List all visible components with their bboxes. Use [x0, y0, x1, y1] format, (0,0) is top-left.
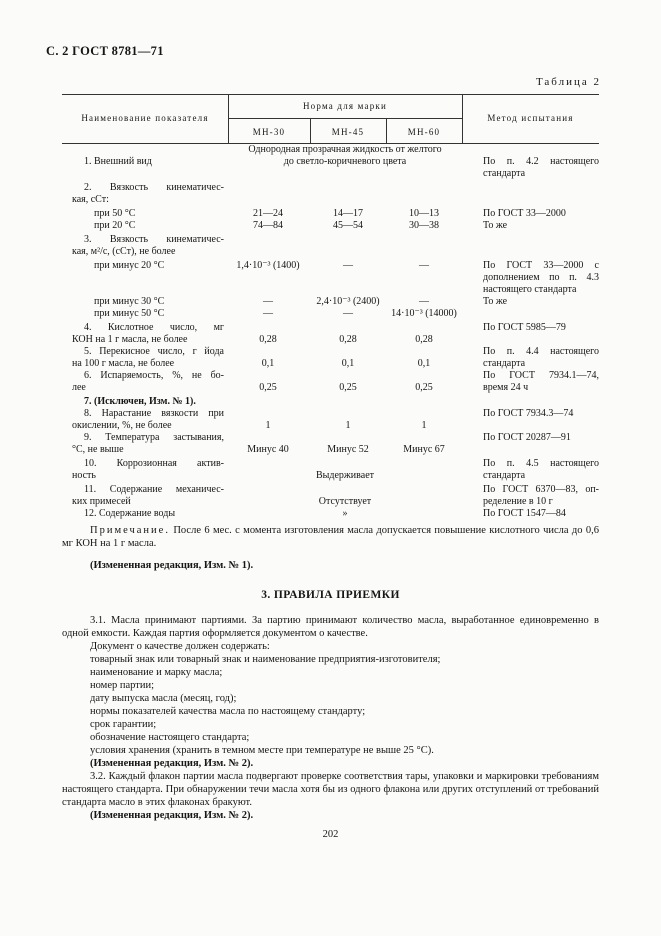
method-line: ределение в 10 г — [483, 496, 553, 507]
method-line: По п. 4.2 настоящего — [483, 156, 599, 167]
method-line: По ГОСТ 33—2000 с — [483, 260, 599, 271]
cell-merged — [228, 144, 462, 168]
cell-value: — — [419, 296, 429, 307]
method-line: настоящего стандарта — [483, 284, 577, 295]
cell-value: 74—84 — [253, 220, 283, 231]
method-line: По ГОСТ 33—2000 — [483, 208, 566, 219]
cell-value: 1 — [265, 420, 271, 431]
method-line: дополнением по п. 4.3 — [483, 272, 599, 283]
cell-indicator — [72, 296, 224, 308]
cell-indicator — [72, 260, 224, 272]
indicator-line: ких примесей — [72, 496, 131, 507]
cell-value: 0,1 — [341, 358, 355, 369]
list-item: обозначение настоящего стандарта; — [90, 732, 250, 743]
method-line: По п. 4.4 настоящего — [483, 346, 599, 357]
cell-indicator — [72, 220, 224, 232]
amendment-note-1: (Измененная редакция, Изм. № 1). — [90, 560, 254, 571]
cell-value: 10—13 — [409, 208, 439, 219]
cell-method — [483, 296, 599, 308]
cell-merged — [228, 470, 462, 482]
header-name: Наименование показателя — [81, 113, 209, 123]
cell-method — [483, 458, 599, 482]
cell-value: 21—24 — [253, 208, 283, 219]
paragraph-3-2: 3.2. Каждый флакон партии масла подвергают проверке соответствия тары, упаковки и маркировки требованиям настоящего стандарта. При обнаружении течи масла хотя бы из одного флакона или других отступлений от требований стандарта масло в этих флаконах бракуют. — [62, 771, 599, 808]
cell-method — [483, 484, 599, 508]
cell-value: 0,28 — [259, 334, 277, 345]
section-body — [62, 614, 599, 822]
cell-indicator — [72, 370, 224, 394]
cell-merged — [228, 496, 462, 508]
page-number: 202 — [322, 829, 339, 840]
cell-value: 0,28 — [415, 334, 433, 345]
paragraph-3-1: 3.1. Масла принимают партиями. За партию принимают количество масла, выработанное единовременно в одной емкости. Каждая партия оформляется документом о качестве. — [62, 615, 599, 639]
cell-method — [483, 508, 599, 520]
cell-indicator — [72, 432, 224, 456]
cell-value: 1,4·10⁻³ (1400) — [236, 260, 300, 271]
indicator-line: при минус 30 °С — [94, 296, 165, 307]
method-line: По ГОСТ 7934.1—74, — [483, 370, 599, 381]
cell-indicator — [72, 408, 224, 432]
indicator-line: КОН на 1 г масла, не более — [72, 334, 188, 345]
method-line: По ГОСТ 20287—91 — [483, 432, 571, 443]
indicator-line: 6. Испаряемость, %, не бо- — [84, 370, 224, 381]
indicator-line: 4. Кислотное число, мг — [84, 322, 224, 333]
cell-value: 0,1 — [261, 358, 275, 369]
indicator-line: на 100 г масла, не более — [72, 358, 175, 369]
method-line: По ГОСТ 7934.3—74 — [483, 408, 574, 419]
cell-indicator — [72, 182, 224, 206]
cell-indicator — [72, 346, 224, 370]
header-grade: МН-45 — [331, 127, 365, 137]
indicator-line: кая, м²/с, (сСт), не более — [72, 246, 176, 257]
cell-method — [483, 208, 599, 220]
cell-value: — — [263, 296, 273, 307]
cell-method — [483, 346, 599, 370]
cell-value: Минус 52 — [327, 444, 369, 455]
note-text: После 6 мес. с момента изготовления масла допускается повышение кислотного числа до 0,6 мг КОН на 1 г масла. — [62, 525, 599, 549]
merged-line: Выдерживает — [315, 470, 374, 481]
header-grade: МН-60 — [407, 127, 441, 137]
cell-indicator — [72, 484, 224, 508]
method-line: То же — [483, 296, 508, 307]
cell-value: 14—17 — [333, 208, 363, 219]
cell-indicator — [72, 208, 224, 220]
cell-value: 30—38 — [409, 220, 439, 231]
indicator-line: 9. Температура застывания, — [84, 432, 224, 443]
cell-method — [483, 322, 599, 334]
cell-indicator — [72, 396, 224, 408]
method-line: стандарта — [483, 470, 526, 481]
cell-value: 45—54 — [333, 220, 363, 231]
cell-value: 0,1 — [417, 358, 431, 369]
method-line: время 24 ч — [483, 382, 529, 393]
cell-value: 1 — [421, 420, 427, 431]
indicator-line: 3. Вязкость кинематичес- — [84, 234, 224, 245]
indicator-line: при 20 °С — [94, 220, 136, 231]
method-line: По ГОСТ 1547—84 — [483, 508, 566, 519]
cell-value: 0,25 — [259, 382, 277, 393]
cell-indicator — [72, 156, 224, 168]
indicator-line: 11. Содержание механичес- — [84, 484, 224, 495]
indicator-line: кая, сСт: — [72, 194, 109, 205]
cell-method — [483, 408, 599, 420]
indicator-line: при минус 20 °С — [94, 260, 165, 271]
amendment-note-2a: (Измененная редакция, Изм. № 2). — [90, 758, 254, 769]
cell-indicator — [72, 308, 224, 320]
cell-merged — [228, 508, 462, 520]
method-line: стандарта — [483, 168, 526, 179]
cell-value: Минус 40 — [247, 444, 289, 455]
cell-value: Минус 67 — [403, 444, 445, 455]
header-norm: Норма для марки — [302, 101, 388, 111]
merged-line: » — [342, 508, 348, 519]
merged-line: Отсутствует — [318, 496, 372, 507]
list-item: срок гарантии; — [90, 719, 157, 730]
indicator-line: 8. Нарастание вязкости при — [84, 408, 224, 419]
method-line: По п. 4.5 настоящего — [483, 458, 599, 469]
list-item: номер партии; — [90, 680, 154, 691]
cell-value: 2,4·10⁻³ (2400) — [316, 296, 380, 307]
indicator-line: 1. Внешний вид — [84, 156, 152, 167]
cell-method — [483, 220, 599, 232]
cell-method — [483, 370, 599, 394]
indicator-line: ность — [72, 470, 96, 481]
indicator-line: 5. Перекисное число, г йода — [84, 346, 224, 357]
list-item: наименование и марку масла; — [90, 667, 223, 678]
cell-value: 0,25 — [415, 382, 433, 393]
indicator-line: при 50 °С — [94, 208, 136, 219]
list-item: дату выпуска масла (месяц, год); — [90, 693, 237, 704]
method-line: По ГОСТ 5985—79 — [483, 322, 566, 333]
indicator-line: 2. Вязкость кинематичес- — [84, 182, 224, 193]
cell-method — [483, 156, 599, 180]
cell-value: 1 — [345, 420, 351, 431]
document-contents-list — [62, 653, 599, 757]
method-line: стандарта — [483, 358, 526, 369]
cell-method — [483, 432, 599, 444]
method-line: По ГОСТ 6370—83, оп- — [483, 484, 599, 495]
cell-value: — — [419, 260, 429, 271]
table-note — [62, 524, 599, 550]
cell-indicator — [72, 508, 224, 520]
cell-indicator — [72, 458, 224, 482]
indicator-line: окислении, %, не более — [72, 420, 172, 431]
indicator-line: 7. (Исключен, Изм. № 1). — [84, 396, 196, 407]
indicator-line: 10. Коррозионная актив- — [84, 458, 224, 469]
merged-line: Однородная прозрачная жидкость от желтого — [248, 144, 442, 155]
page-header: С. 2 ГОСТ 8781—71 — [46, 44, 164, 58]
table-top-rule — [62, 94, 599, 95]
note-label: Примечание. — [90, 525, 170, 536]
header-method: Метод испытания — [487, 113, 574, 123]
list-item: товарный знак или товарный знак и наименование предприятия-изготовителя; — [90, 654, 441, 665]
list-item: условия хранения (хранить в темном месте при температуре не выше 25 °С). — [90, 745, 434, 756]
section-title: 3. ПРАВИЛА ПРИЕМКИ — [261, 589, 400, 601]
indicator-line: °С, не выше — [72, 444, 124, 455]
list-item: нормы показателей качества масла по настоящему стандарту; — [90, 706, 366, 717]
cell-value: 14·10⁻³ (14000) — [391, 308, 457, 319]
grade-header-rule — [228, 118, 462, 119]
amendment-note-2b: (Измененная редакция, Изм. № 2). — [90, 810, 254, 821]
method-line: То же — [483, 220, 508, 231]
cell-indicator — [72, 234, 224, 258]
cell-indicator — [72, 322, 224, 346]
indicator-line: лее — [72, 382, 86, 393]
table-label: Таблица 2 — [535, 76, 601, 88]
header-grade: МН-30 — [252, 127, 286, 137]
cell-value: — — [343, 308, 353, 319]
indicator-line: при минус 50 °С — [94, 308, 165, 319]
list-intro: Документ о качестве должен содержать: — [90, 641, 270, 652]
cell-value: 0,25 — [339, 382, 357, 393]
cell-method — [483, 260, 599, 296]
cell-value: — — [343, 260, 353, 271]
indicator-line: 12. Содержание воды — [84, 508, 176, 519]
cell-value: — — [263, 308, 273, 319]
merged-line: до светло-коричневого цвета — [283, 156, 407, 167]
cell-value: 0,28 — [339, 334, 357, 345]
